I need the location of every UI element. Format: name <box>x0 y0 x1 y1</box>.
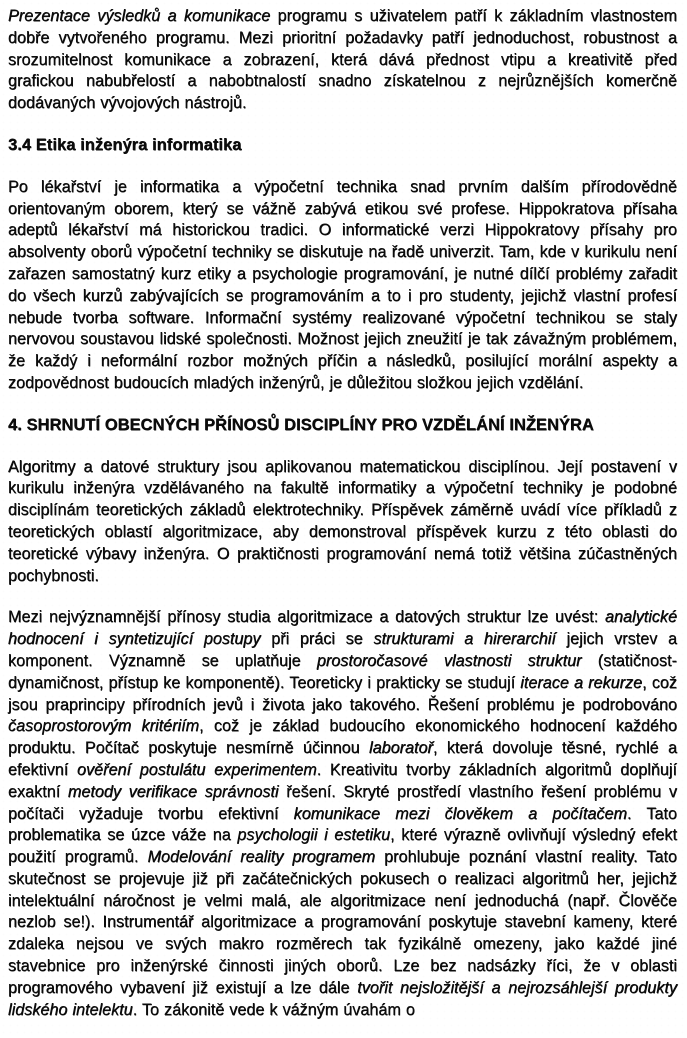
paragraph-prinosy-run-3-italic: strukturami a hirerarchií <box>373 630 556 649</box>
paragraph-prinosy-run-11-italic: laboratoř <box>369 739 433 758</box>
paragraph-prinosy-run-22: prohlubuje poznání vlastní reality. Tato skutečnost se projevuje již při začátečnických pokusech o realizaci algoritmů her, jejichž intelektuální náročnost je velmi malá, ale algoritmizace není jednoduchá (např. Člověče nezlob se!). Instrumentář algoritmizace a programování poskytuje stavební kameny, které zdaleka nejsou ve svých makro rozměrech tak fyzikálně omezeny, jako každé jiné stavebnice pro inženýrské činnosti jiných oborů. Lze bez nadsázky říci, že v oblasti programového vybavení již existují a lze dále <box>8 848 677 997</box>
paragraph-prinosy-run-6: (statičnost-dynamičnost, přístup ke komponentě). Teoreticky i prakticky se studují <box>8 651 677 692</box>
paragraph-algoritmy <box>8 457 677 588</box>
paragraph-prinosy-run-2: při práci se <box>260 630 374 649</box>
paragraph-prinosy-run-16: řešení. Skryté prostředí vlastního řešení problému v počítači vyžaduje tvorbu efektivní <box>8 782 677 823</box>
paragraph-prezentace <box>8 6 677 115</box>
paragraph-prinosy-run-12: , která dovoluje těsné, rychlé a efektivní <box>8 739 677 779</box>
paragraph-prinosy-run-18: . Tato problematika se úzce váže na <box>8 804 677 845</box>
paragraph-prinosy-run-17-italic: komunikace mezi člověkem a počítačem <box>293 804 627 823</box>
paragraph-prinosy-run-14: . Kreativitu tvorby základních algoritmů doplňují exaktní <box>8 760 677 801</box>
paragraph-prinosy-run-10: , což je základ budoucího ekonomického hodnocení každého produktu. Počítač poskytuje nesmírně účinnou <box>8 717 677 758</box>
paragraph-prinosy-run-5-italic: prostoročasové vlastnosti struktur <box>316 651 582 670</box>
paragraph-prinosy-run-0: Mezi nejvýznamnější přínosy studia algoritmizace a datových struktur lze uvést: <box>8 608 606 627</box>
paragraph-prinosy-run-20: , které výrazně ovlivňují výsledný efekt použití programů. <box>8 826 677 867</box>
paragraph-prezentace-run-0-italic: Prezentace výsledků a komunikace <box>8 7 271 25</box>
heading-4-shrnuti: 4. SHRNUTÍ OBECNÝCH PŘÍNOSŮ DISCIPLÍNY PRO VZDĚLÁNÍ INŽENÝRA <box>8 415 594 434</box>
paragraph-algoritmy-run-0: Algoritmy a datové struktury jsou aplikovanou matematickou disciplínou. Její postavení v kurikulu inženýra vzdělávaného na fakultě informatiky a výpočetní techniky je podobné disciplínám teoretických základů elektrotechniky. Příspěvek záměrně uvádí více příkladů z teoretických oblastí algoritmizace, aby demonstroval příspěvek kurzu z této oblasti do teoretické výbavy inženýra. O praktičnosti programování nemá totiž většina zúčastněných pochybnosti. <box>8 457 677 585</box>
paragraph-etika <box>8 177 677 395</box>
paragraph-prinosy-run-1-italic: analytické hodnocení i syntetizující postupy <box>8 608 677 649</box>
paragraph-prinosy-run-19-italic: psychologii i estetiku <box>237 826 391 845</box>
paragraph-prinosy-run-7-italic: iterace a rekurze <box>520 673 643 692</box>
paragraph-prinosy <box>8 607 677 1021</box>
paragraph-prinosy-run-4: jejich vrstev a komponent. Významně se uplatňuje <box>8 630 677 670</box>
heading-3-4-etika: 3.4 Etika inženýra informatika <box>8 135 242 154</box>
paragraph-prinosy-run-23-italic: tvořit nejsložitější a nejrozsáhlejší produkty lidského intelektu <box>8 978 677 1019</box>
paragraph-prinosy-run-8: , což jsou praprincipy přírodních jevů i života jako takového. Řešení problému je podrobováno <box>8 673 678 714</box>
paragraph-prinosy-run-13-italic: ověření postulátu experimentem <box>77 760 317 779</box>
paragraph-prinosy-run-24: . To zákonitě vede k vážným úvahám o <box>132 1000 415 1019</box>
paragraph-prinosy-run-15-italic: metody verifikace správnosti <box>67 782 279 801</box>
paragraph-prinosy-run-9-italic: časoprostorovým kritériím <box>8 717 200 736</box>
paragraph-etika-run-0: Po lékařství je informatika a výpočetní technika snad prvním dalším přírodovědně orientovaným oborem, který se vážně zabývá etikou své profese. Hippokratova přísaha adeptů lékařství má historickou tradici. O informatické verzi Hippokratovy přísahy pro absolventy oborů výpočetní techniky se diskutuje na řadě univerzit. Tam, kde v kurikulu není zařazen samostatný kurz etiky a psychologie programování, je nutné dílčí problémy zařadit do všech kurzů zabývajících se programováním a to i pro studenty, jejichž vlastní profesí nebude tvorba software. Informační systémy realizované výpočetní technikou se staly nervovou soustavou lidské společnosti. Možnost jejich zneužití je tak závažným problémem, že každý i neformální rozbor možných příčin a následků, posilující morální aspekty a zodpovědnost budoucích mladých inženýrů, je důležitou složkou jejich vzdělání. <box>8 177 677 392</box>
paragraph-prinosy-run-21-italic: Modelování reality programem <box>147 848 376 867</box>
paragraph-prezentace-run-1: programu s uživatelem patří k základním vlastnostem dobře vytvořeného programu. Mezi prioritní požadavky patří jednoduchost, robustnost a srozumitelnost komunikace a zobrazení, která dává přednost vtipu a kreativitě před grafickou nabubřelostí a nabobtnalostí snadno získatelnou z nejrůznějších komerčně dodávaných vývojových nástrojů. <box>8 7 677 113</box>
document-body <box>8 6 677 1021</box>
